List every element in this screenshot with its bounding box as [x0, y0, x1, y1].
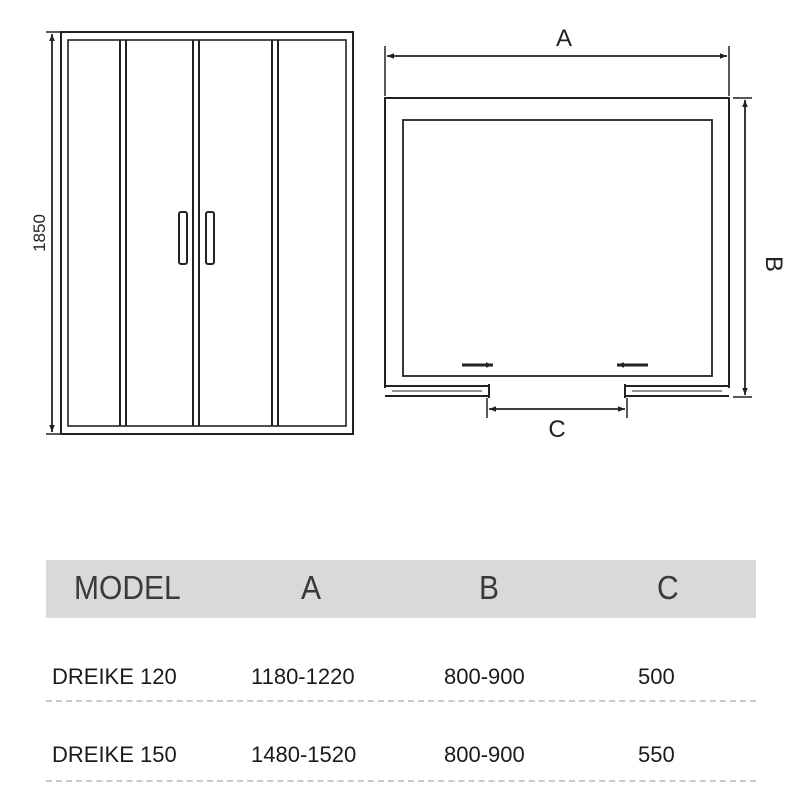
dimension-a-label: A — [555, 25, 573, 52]
height-label: 1850 — [30, 214, 49, 252]
cell-model: DREIKE 150 — [52, 742, 177, 767]
cell-a: 1180-1220 — [251, 664, 355, 689]
cell-model: DREIKE 120 — [52, 664, 177, 689]
dimension-a — [385, 25, 729, 96]
top-outer-frame — [385, 98, 729, 388]
header-b: B — [479, 570, 500, 607]
header-c: C — [657, 570, 679, 607]
top-inner-frame — [403, 120, 712, 376]
cell-b: 800-900 — [444, 742, 525, 767]
row-divider — [46, 780, 756, 782]
door-handle-right — [206, 212, 214, 264]
dimension-b — [733, 98, 787, 397]
cell-c: 500 — [638, 664, 675, 689]
row-divider — [46, 700, 756, 702]
table-row — [46, 664, 756, 704]
dimension-b-label: B — [760, 255, 787, 273]
cell-a: 1480-1520 — [251, 742, 357, 767]
header-a: A — [301, 570, 322, 607]
cell-c: 550 — [638, 742, 675, 767]
table-row — [46, 742, 756, 782]
top-view — [385, 98, 729, 398]
dimension-c — [487, 398, 627, 443]
right-door-rail — [625, 384, 729, 398]
header-model: MODEL — [74, 570, 181, 607]
left-door-rail — [385, 384, 489, 398]
cell-b: 800-900 — [444, 664, 525, 689]
front-view — [61, 32, 353, 434]
height-dimension — [30, 32, 64, 434]
dimension-c-label: C — [548, 416, 566, 443]
door-handle-left — [179, 212, 187, 264]
spec-table-header — [46, 560, 756, 618]
